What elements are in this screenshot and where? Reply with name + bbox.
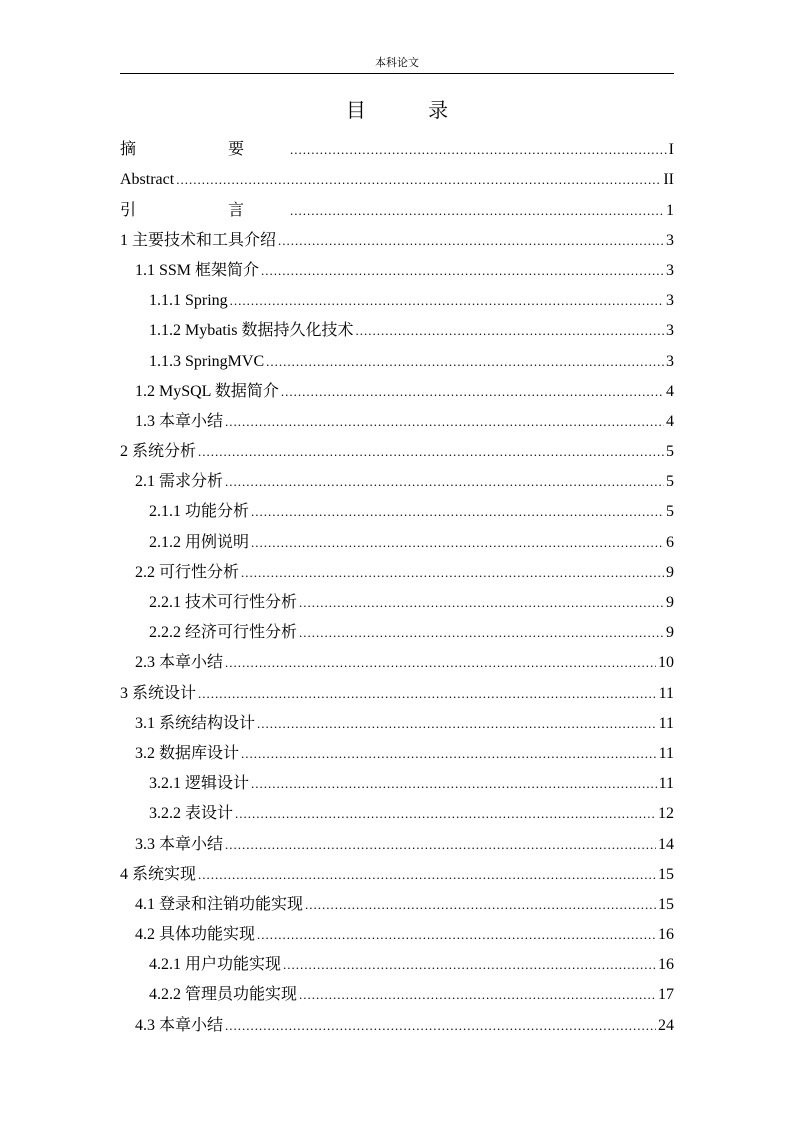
toc-entry-text: 2.1.1 功能分析	[149, 503, 250, 521]
toc-dot-leader	[241, 565, 664, 583]
toc-entry[interactable]	[120, 281, 674, 311]
toc-entry-text: 3.2 数据库设计	[135, 744, 240, 762]
toc-entry[interactable]	[120, 975, 674, 1005]
toc-entry-page: 14	[658, 835, 674, 853]
toc-entry-page: 5	[666, 443, 674, 461]
toc-dot-leader	[235, 806, 656, 824]
toc-entry-page: 1	[666, 201, 674, 219]
toc-dot-leader	[241, 746, 657, 764]
toc-dot-leader	[266, 354, 664, 372]
toc-entry-page: 3	[666, 352, 674, 370]
toc-dot-leader	[225, 837, 656, 855]
toc-entry-text: 1.2 MySQL 数据简介	[135, 382, 279, 400]
toc-entry-page: 9	[666, 594, 674, 611]
toc-dot-leader	[299, 625, 664, 643]
toc-entry-text: 3 系统设计	[120, 684, 197, 702]
toc-entry-text: 4.1 登录和注销功能实现	[135, 895, 304, 913]
toc-entry-page: I	[668, 141, 674, 159]
toc-entry[interactable]	[120, 522, 674, 552]
toc-dot-leader	[230, 293, 664, 311]
toc-entry[interactable]	[120, 221, 674, 251]
toc-dot-leader	[198, 444, 664, 462]
toc-dot-leader	[225, 474, 664, 492]
toc-entry[interactable]	[120, 824, 674, 854]
toc-dot-leader	[299, 595, 664, 613]
toc-entry-text: 2.2.2 经济可行性分析	[149, 624, 298, 642]
toc-entry-text: Abstract	[120, 171, 175, 189]
toc-entry-text: 1.1.2 Mybatis 数据持久化技术	[149, 322, 354, 340]
toc-dot-leader	[198, 867, 656, 885]
toc-entry[interactable]	[120, 462, 674, 492]
toc-dot-leader	[251, 776, 657, 794]
toc-entry[interactable]	[120, 160, 674, 190]
toc-entry[interactable]	[120, 492, 674, 522]
toc-entry-text: 2.2.1 技术可行性分析	[149, 594, 298, 611]
toc-dot-leader	[198, 686, 657, 704]
toc-entry[interactable]	[120, 251, 674, 281]
toc-entry-page: 6	[666, 533, 674, 551]
toc-entry[interactable]	[120, 583, 674, 613]
toc-entry-page: 10	[658, 654, 674, 672]
toc-entry-page: 3	[666, 292, 674, 310]
toc-entry-text: 4 系统实现	[120, 865, 197, 883]
toc-dot-leader	[257, 927, 656, 945]
toc-title: 目 录	[345, 98, 477, 122]
toc-entry-text: 3.1 系统结构设计	[135, 714, 256, 732]
toc-entry[interactable]	[120, 130, 674, 160]
toc-entry-page: 11	[658, 684, 674, 702]
toc-entry-page: 5	[666, 503, 674, 521]
toc-dot-leader	[261, 263, 664, 281]
toc-list	[120, 130, 674, 1036]
toc-entry[interactable]	[120, 704, 674, 734]
toc-entry[interactable]	[120, 1005, 674, 1035]
toc-entry-page: 3	[666, 261, 674, 279]
toc-entry-text: 2.1.2 用例说明	[149, 533, 250, 551]
toc-entry[interactable]	[120, 945, 674, 975]
toc-dot-leader	[281, 384, 664, 402]
toc-dot-leader	[257, 716, 657, 734]
toc-entry-page: 15	[658, 865, 674, 883]
toc-entry-page: 9	[666, 563, 674, 581]
toc-entry[interactable]	[120, 613, 674, 643]
page-header: 本科论文	[375, 56, 419, 69]
toc-dot-leader	[176, 172, 661, 190]
toc-entry-page: 17	[658, 986, 674, 1004]
toc-entry-page: 12	[658, 805, 674, 823]
toc-entry-page: 5	[666, 473, 674, 491]
toc-entry[interactable]	[120, 855, 674, 885]
toc-entry[interactable]	[120, 311, 674, 341]
toc-entry[interactable]	[120, 341, 674, 371]
header-rule	[120, 73, 674, 74]
toc-entry-text: 1.1 SSM 框架简介	[135, 261, 260, 279]
toc-entry-page: 4	[666, 412, 674, 430]
toc-entry-text: 2.2 可行性分析	[135, 563, 240, 581]
toc-dot-leader	[278, 233, 664, 251]
toc-entry[interactable]	[120, 372, 674, 402]
toc-entry-text: 2 系统分析	[120, 443, 197, 461]
toc-dot-leader	[251, 535, 664, 553]
toc-entry-text: 4.2 具体功能实现	[135, 926, 256, 944]
toc-dot-leader	[225, 655, 656, 673]
toc-dot-leader	[225, 414, 664, 432]
toc-entry-page: 15	[658, 895, 674, 913]
toc-entry-page: 16	[658, 956, 674, 974]
toc-dot-leader	[305, 897, 656, 915]
toc-entry[interactable]	[120, 915, 674, 945]
toc-entry[interactable]	[120, 432, 674, 462]
toc-entry-text: 1.3 本章小结	[135, 412, 224, 430]
toc-entry[interactable]	[120, 190, 674, 220]
toc-dot-leader	[355, 323, 664, 341]
toc-entry-text: 1.1.1 Spring	[149, 292, 228, 310]
toc-entry-page: 11	[658, 744, 674, 762]
toc-dot-leader	[283, 957, 656, 975]
toc-entry[interactable]	[120, 402, 674, 432]
toc-entry[interactable]	[120, 553, 674, 583]
toc-entry-text: 引 言	[120, 201, 289, 219]
toc-dot-leader	[299, 987, 656, 1005]
toc-dot-leader	[251, 504, 664, 522]
toc-entry[interactable]	[120, 734, 674, 764]
toc-dot-leader	[290, 203, 664, 221]
toc-dot-leader	[225, 1018, 656, 1036]
toc-entry[interactable]	[120, 764, 674, 794]
toc-entry-page: 4	[666, 382, 674, 400]
toc-entry-text: 3.2.2 表设计	[149, 805, 234, 823]
toc-entry-text: 1.1.3 SpringMVC	[149, 352, 265, 370]
toc-entry-page: 9	[666, 624, 674, 642]
toc-entry[interactable]	[120, 794, 674, 824]
toc-entry-text: 4.2.2 管理员功能实现	[149, 986, 298, 1004]
toc-entry-page: 11	[658, 775, 674, 793]
toc-entry-text: 2.3 本章小结	[135, 654, 224, 672]
toc-entry[interactable]	[120, 885, 674, 915]
toc-entry-text: 1 主要技术和工具介绍	[120, 231, 277, 249]
toc-entry-text: 3.3 本章小结	[135, 835, 224, 853]
toc-entry[interactable]	[120, 643, 674, 673]
toc-entry-text: 摘 要	[120, 141, 289, 159]
toc-entry[interactable]	[120, 673, 674, 703]
toc-entry-page: II	[663, 171, 674, 189]
toc-entry-page: 16	[658, 926, 674, 944]
toc-entry-text: 2.1 需求分析	[135, 473, 224, 491]
toc-entry-page: 3	[666, 322, 674, 340]
toc-entry-page: 24	[658, 1016, 674, 1034]
toc-entry-text: 3.2.1 逻辑设计	[149, 775, 250, 793]
toc-entry-text: 4.2.1 用户功能实现	[149, 956, 282, 974]
toc-entry-page: 3	[666, 231, 674, 249]
toc-entry-page: 11	[658, 714, 674, 732]
toc-dot-leader	[290, 142, 667, 160]
toc-entry-text: 4.3 本章小结	[135, 1016, 224, 1034]
